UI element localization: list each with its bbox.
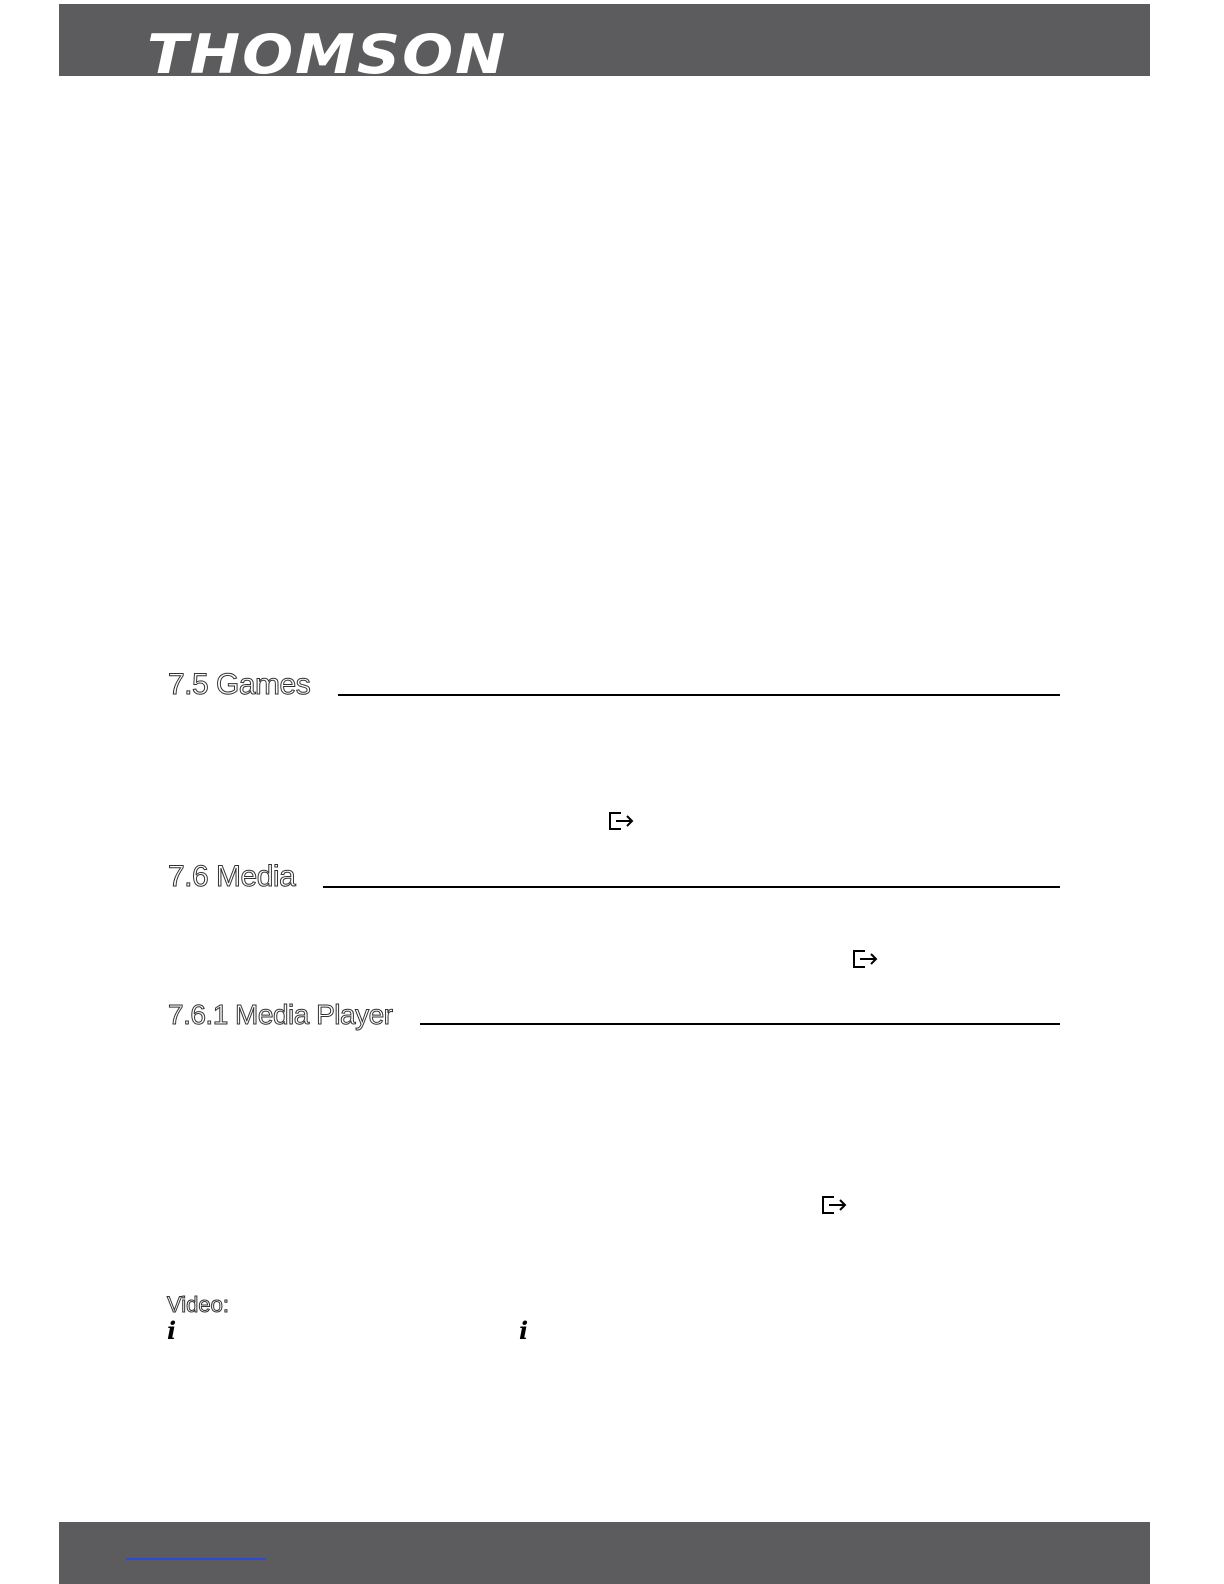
brand-logo: THOMSON bbox=[147, 23, 508, 76]
heading-media-player: 7.6.1 Media Player bbox=[168, 999, 393, 1030]
section-heading-media-player bbox=[168, 1001, 1060, 1029]
footer-link[interactable] bbox=[126, 1558, 266, 1560]
footer-bar bbox=[59, 1522, 1150, 1584]
exit-icon bbox=[607, 810, 635, 832]
exit-icon bbox=[851, 948, 879, 970]
heading-rule bbox=[323, 886, 1060, 888]
heading-rule bbox=[420, 1023, 1060, 1025]
info-icon: i bbox=[519, 1316, 529, 1345]
exit-icon bbox=[820, 1194, 848, 1216]
heading-rule bbox=[338, 694, 1060, 696]
info-icon: i bbox=[167, 1316, 177, 1345]
heading-games: 7.5 Games bbox=[168, 668, 311, 701]
header-bar bbox=[59, 4, 1150, 76]
section-heading-media bbox=[168, 862, 1060, 892]
heading-media: 7.6 Media bbox=[168, 860, 296, 893]
section-heading-games bbox=[168, 670, 1060, 700]
video-label: Video: bbox=[167, 1292, 229, 1317]
